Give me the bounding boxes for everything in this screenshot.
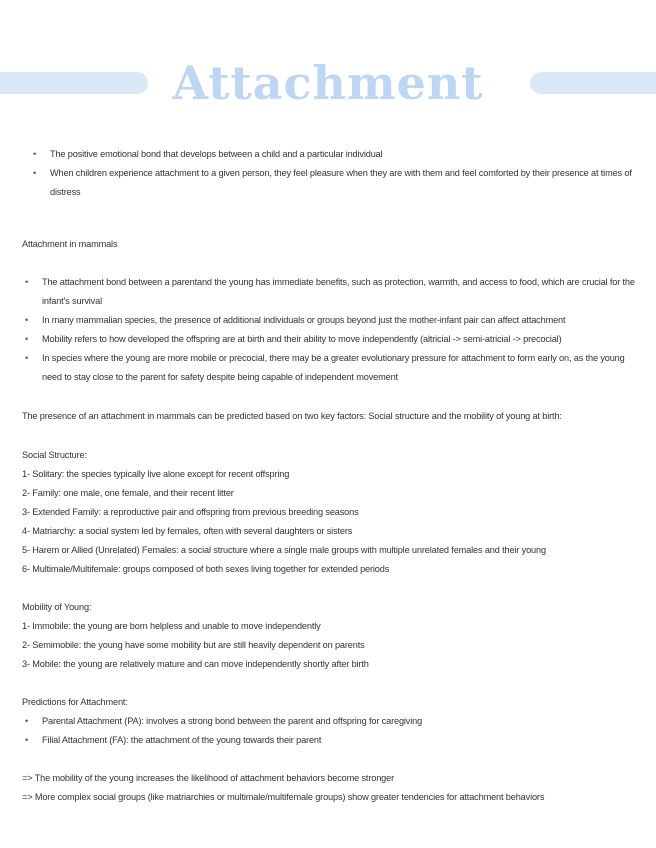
mobility-item: 1- Immobile: the young are born helpless and unable to move independently	[22, 621, 321, 631]
list-item: • When children experience attachment to a given person, they feel pleasure when they are with them and feel comforted by their presence at times of distress	[50, 164, 640, 202]
social-structure-item: 2- Family: one male, one female, and their recent litter	[22, 488, 234, 498]
list-item: • Parental Attachment (PA): involves a strong bond between the parent and offspring for caregiving	[42, 712, 640, 731]
list-item: • In many mammalian species, the presence of additional individuals or groups beyond just the mother-infant pair can affect attachment	[42, 311, 640, 330]
mammals-list	[22, 273, 640, 387]
section-heading-social-structure: Social Structure:	[22, 450, 87, 460]
section-heading-mammals: Attachment in mammals	[22, 239, 118, 249]
page-title: Attachment	[172, 56, 484, 110]
mobility-item: 3- Mobile: the young are relatively mature and can move independently shortly after birth	[22, 659, 369, 669]
list-item: • Filial Attachment (FA): the attachment of the young towards their parent	[42, 731, 640, 750]
social-structure-item: 5- Harem or Allied (Unrelated) Females: a social structure where a single male groups with multiple unrelated females and their young	[22, 545, 546, 555]
mobility-item: 2- Semimobile: the young have some mobility but are still heavily dependent on parents	[22, 640, 365, 650]
list-item: • Mobility refers to how developed the offspring are at birth and their ability to move independently (altricial -> semi-atricial -> precocial)	[42, 330, 640, 349]
social-structure-item: 6- Multimale/Multifemale: groups composed of both sexes living together for extended periods	[22, 564, 390, 574]
document-body	[22, 145, 640, 807]
list-item: • The positive emotional bond that develops between a child and a particular individual	[50, 145, 640, 164]
intro-list	[22, 145, 640, 202]
list-item: • In species where the young are more mobile or precocial, there may be a greater evolutionary pressure for attachment to form early on, as the young need to stay close to the parent for safety despite being capable of independent movement	[42, 349, 640, 387]
list-item: • The attachment bond between a parentand the young has immediate benefits, such as protection, warmth, and access to food, which are crucial for the infant's survival	[42, 273, 640, 311]
social-structure-item: 3- Extended Family: a reproductive pair and offspring from previous breeding seasons	[22, 507, 359, 517]
predictions-list	[22, 712, 640, 750]
conclusion-line: => More complex social groups (like matriarchies or multimale/multifemale groups) show greater tendencies for attachment behaviors	[22, 792, 545, 802]
title-banner	[0, 58, 656, 108]
section-heading-mobility: Mobility of Young:	[22, 602, 92, 612]
social-structure-item: 1- Solitary: the species typically live alone except for recent offspring	[22, 469, 290, 479]
presence-paragraph: The presence of an attachment in mammals can be predicted based on two key factors: Social structure and the mobility of young at birth:	[22, 411, 562, 421]
section-heading-predictions: Predictions for Attachment:	[22, 697, 128, 707]
social-structure-item: 4- Matriarchy: a social system led by females, often with several daughters or sisters	[22, 526, 353, 536]
conclusion-line: => The mobility of the young increases the likelihood of attachment behaviors become stronger	[22, 773, 394, 783]
